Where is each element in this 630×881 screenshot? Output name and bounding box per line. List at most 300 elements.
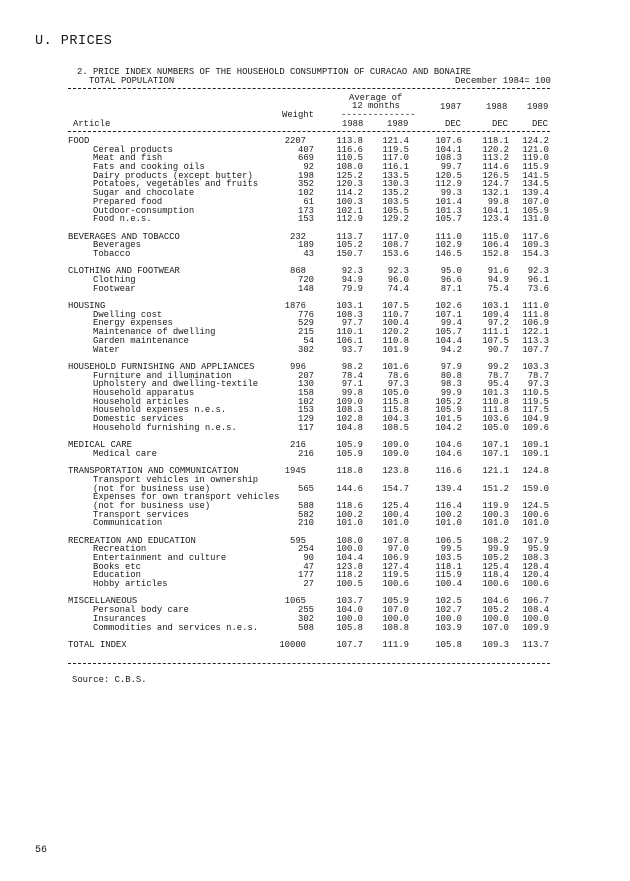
value-cell: 103.5: [435, 553, 462, 563]
value-cell: 105.0: [482, 422, 509, 433]
value-cell: 144.6: [336, 483, 363, 494]
weight-cell: 102: [298, 396, 314, 407]
value-cell: 104.4: [336, 553, 363, 563]
value-cell: 99.2: [487, 361, 509, 372]
value-cell: 102.7: [435, 605, 462, 616]
weight-cell: 54: [303, 335, 314, 346]
header-avg-line1: Average of: [349, 93, 403, 103]
value-cell: 104.1: [435, 144, 462, 155]
article-label: HOUSING: [68, 301, 106, 312]
value-cell: 117.0: [382, 231, 409, 242]
value-cell: 106.7: [522, 596, 549, 607]
value-cell: 127.4: [382, 561, 409, 572]
value-cell: 146.5: [435, 248, 462, 259]
value-cell: 111.8: [482, 405, 509, 416]
value-cell: 113.8: [336, 136, 363, 146]
value-cell: 78.7: [527, 370, 549, 381]
table-row: [0, 215, 630, 224]
value-cell: 100.6: [522, 509, 549, 520]
value-cell: 128.4: [522, 561, 549, 572]
value-cell: 154.3: [522, 248, 549, 259]
value-cell: 105.9: [382, 596, 409, 607]
value-cell: 100.4: [435, 579, 462, 590]
value-cell: 120.2: [382, 327, 409, 338]
value-cell: 119.5: [382, 570, 409, 581]
value-cell: 109.4: [482, 309, 509, 320]
value-cell: 111.1: [482, 327, 509, 338]
article-label: Outdoor-consumption: [93, 205, 195, 216]
value-cell: 115.0: [482, 231, 509, 242]
value-cell: 110.1: [336, 327, 363, 338]
value-cell: 113.7: [522, 639, 549, 650]
value-cell: 108.3: [336, 405, 363, 416]
weight-cell: 158: [298, 387, 314, 398]
value-cell: 123.4: [482, 214, 509, 225]
weight-cell: 198: [298, 170, 314, 181]
value-cell: 94.9: [341, 275, 363, 285]
value-cell: 104.4: [435, 335, 462, 346]
article-label: RECREATION AND EDUCATION: [68, 535, 196, 546]
weight-cell: 302: [298, 613, 314, 624]
article-label: Household expenses n.e.s.: [93, 405, 227, 416]
divider: [68, 663, 550, 664]
value-cell: 106.9: [382, 553, 409, 563]
value-cell: 80.8: [440, 370, 462, 381]
weight-cell: 996: [290, 361, 306, 372]
value-cell: 90.7: [487, 344, 509, 355]
article-label: Potatoes, vegetables and fruits: [93, 179, 259, 190]
value-cell: 134.5: [522, 179, 549, 190]
value-cell: 119.5: [522, 396, 549, 407]
header-article: Article: [73, 119, 111, 129]
value-cell: 74.4: [387, 283, 409, 294]
table-row: [0, 519, 630, 528]
value-cell: 116.1: [382, 162, 409, 173]
article-label: Medical care: [93, 448, 157, 459]
value-cell: 120.2: [482, 144, 509, 155]
value-cell: 107.6: [435, 136, 462, 146]
weight-cell: 720: [298, 275, 314, 285]
article-label: Recreation: [93, 544, 147, 555]
value-cell: 120.4: [522, 570, 549, 581]
article-label: Transport services: [93, 509, 189, 520]
weight-cell: 102: [298, 188, 314, 199]
weight-cell: 529: [298, 318, 314, 329]
value-cell: 99.7: [440, 162, 462, 173]
weight-cell: 61: [303, 196, 314, 207]
value-cell: 100.3: [336, 196, 363, 207]
value-cell: 117.6: [522, 231, 549, 242]
value-cell: 103.1: [482, 301, 509, 312]
value-cell: 106.9: [522, 318, 549, 329]
value-cell: 124.2: [522, 136, 549, 146]
article-label: Education: [93, 570, 141, 581]
value-cell: 104.3: [382, 414, 409, 424]
weight-cell: 43: [303, 248, 314, 259]
article-label: Food n.e.s.: [93, 214, 152, 225]
value-cell: 118.1: [435, 561, 462, 572]
value-cell: 103.6: [482, 414, 509, 424]
value-cell: 119.0: [522, 153, 549, 164]
weight-cell: 173: [298, 205, 314, 216]
weight-cell: 216: [298, 448, 314, 459]
value-cell: 107.0: [522, 196, 549, 207]
value-cell: 105.2: [482, 553, 509, 563]
value-cell: 115.9: [522, 162, 549, 173]
weight-cell: 582: [298, 509, 314, 520]
weight-cell: 1876: [284, 301, 306, 312]
weight-cell: 189: [298, 240, 314, 251]
value-cell: 99.9: [440, 387, 462, 398]
value-cell: 133.5: [382, 170, 409, 181]
value-cell: 113.7: [336, 231, 363, 242]
article-label: Commodities and services n.e.s.: [93, 622, 259, 633]
article-label: Beverages: [93, 240, 141, 251]
value-cell: 121.1: [482, 466, 509, 477]
value-cell: 116.6: [435, 466, 462, 477]
article-label: Communication: [93, 518, 163, 529]
weight-cell: 210: [298, 518, 314, 529]
value-cell: 104.9: [522, 414, 549, 424]
article-label: Hobby articles: [93, 579, 168, 590]
value-cell: 91.6: [487, 266, 509, 277]
value-cell: 118.1: [482, 136, 509, 146]
value-cell: 112.9: [336, 214, 363, 225]
value-cell: 101.3: [435, 205, 462, 216]
header-avg-1989: 1989: [387, 119, 409, 129]
value-cell: 109.0: [336, 396, 363, 407]
value-cell: 111.8: [522, 309, 549, 320]
value-cell: 100.2: [336, 509, 363, 520]
value-cell: 104.6: [435, 448, 462, 459]
divider: [68, 131, 550, 132]
weight-cell: 669: [298, 153, 314, 164]
article-label: BEVERAGES AND TOBACCO: [68, 231, 180, 242]
value-cell: 109.6: [522, 422, 549, 433]
value-cell: 105.2: [482, 605, 509, 616]
article-label: Household furnishing n.e.s.: [93, 422, 237, 433]
value-cell: 107.9: [522, 535, 549, 546]
header-avg-dashes: --------------: [341, 110, 416, 120]
value-cell: 108.5: [382, 422, 409, 433]
article-label: MISCELLANEOUS: [68, 596, 138, 607]
value-cell: 108.0: [336, 535, 363, 546]
value-cell: 105.9: [435, 405, 462, 416]
table-row: [0, 624, 630, 633]
table-row: [0, 580, 630, 589]
value-cell: 130.3: [382, 179, 409, 190]
value-cell: 100.0: [482, 613, 509, 624]
value-cell: 105.7: [435, 327, 462, 338]
source-note: Source: C.B.S.: [72, 675, 147, 685]
header-weight: Weight: [282, 110, 314, 120]
value-cell: 108.3: [336, 309, 363, 320]
value-cell: 100.6: [522, 579, 549, 590]
divider: [68, 88, 550, 89]
value-cell: 99.3: [440, 188, 462, 199]
value-cell: 131.0: [522, 214, 549, 225]
value-cell: 104.8: [336, 422, 363, 433]
article-label: Books etc: [93, 561, 141, 572]
table-subtitle: TOTAL POPULATION: [89, 76, 175, 86]
article-label: Fats and cooking oils: [93, 162, 205, 173]
article-label: Meat and fish: [93, 153, 163, 164]
value-cell: 99.8: [341, 387, 363, 398]
value-cell: 109.3: [522, 240, 549, 251]
value-cell: 153.6: [382, 248, 409, 259]
value-cell: 114.6: [482, 162, 509, 173]
value-cell: 107.5: [382, 301, 409, 312]
value-cell: 154.7: [382, 483, 409, 494]
value-cell: 97.0: [387, 544, 409, 555]
value-cell: 108.4: [522, 605, 549, 616]
value-cell: 79.9: [341, 283, 363, 294]
value-cell: 125.4: [382, 500, 409, 511]
value-cell: 100.6: [382, 579, 409, 590]
value-cell: 123.8: [336, 561, 363, 572]
value-cell: 116.6: [336, 144, 363, 155]
table-row: [0, 346, 630, 355]
article-label: Personal body care: [93, 605, 189, 616]
table-row: [0, 285, 630, 294]
header-1988-dec-year: 1988: [486, 102, 508, 112]
value-cell: 109.1: [522, 440, 549, 451]
value-cell: 97.3: [387, 379, 409, 390]
value-cell: 110.8: [382, 335, 409, 346]
header-1987: 1987: [440, 102, 462, 112]
article-label: CLOTHING AND FOOTWEAR: [68, 266, 180, 277]
header-1989-dec-year: 1989: [527, 102, 549, 112]
value-cell: 109.9: [522, 622, 549, 633]
value-cell: 129.2: [382, 214, 409, 225]
value-cell: 124.8: [522, 466, 549, 477]
weight-cell: 10000: [279, 639, 306, 650]
header-avg-1988: 1988: [342, 119, 364, 129]
value-cell: 106.4: [482, 240, 509, 251]
value-cell: 100.2: [435, 509, 462, 520]
value-cell: 104.6: [435, 440, 462, 451]
value-cell: 105.2: [435, 396, 462, 407]
weight-cell: 47: [303, 561, 314, 572]
value-cell: 95.0: [440, 266, 462, 277]
value-cell: 109.1: [522, 448, 549, 459]
table-row: [0, 450, 630, 459]
page-number: 56: [35, 845, 48, 856]
value-cell: 139.4: [435, 483, 462, 494]
value-cell: 101.0: [336, 518, 363, 529]
value-cell: 105.7: [435, 214, 462, 225]
value-cell: 94.2: [440, 344, 462, 355]
value-cell: 99.8: [487, 196, 509, 207]
value-cell: 117.0: [382, 153, 409, 164]
value-cell: 105.5: [382, 205, 409, 216]
value-cell: 101.9: [382, 344, 409, 355]
weight-cell: 92: [303, 162, 314, 173]
value-cell: 100.0: [336, 613, 363, 624]
value-cell: 105.9: [336, 448, 363, 459]
value-cell: 104.6: [482, 596, 509, 607]
value-cell: 97.2: [487, 318, 509, 329]
article-label: Footwear: [93, 283, 136, 294]
value-cell: 107.0: [382, 605, 409, 616]
value-cell: 97.3: [527, 379, 549, 390]
value-cell: 78.4: [341, 370, 363, 381]
article-label: HOUSEHOLD FURNISHING AND APPLIANCES: [68, 361, 255, 372]
value-cell: 99.9: [487, 544, 509, 555]
value-cell: 115.9: [435, 570, 462, 581]
article-label: Prepared food: [93, 196, 163, 207]
value-cell: 95.9: [527, 544, 549, 555]
article-label: Cereal products: [93, 144, 173, 155]
article-label: TOTAL INDEX: [68, 639, 127, 650]
article-label: Domestic services: [93, 414, 184, 424]
value-cell: 99.4: [440, 318, 462, 329]
value-cell: 107.1: [482, 448, 509, 459]
value-cell: 113.2: [482, 153, 509, 164]
value-cell: 118.4: [482, 570, 509, 581]
article-label: Entertainment and culture: [93, 553, 227, 563]
weight-cell: 148: [298, 283, 314, 294]
value-cell: 102.6: [435, 301, 462, 312]
weight-cell: 255: [298, 605, 314, 616]
value-cell: 108.7: [382, 240, 409, 251]
article-label: Sugar and chocolate: [93, 188, 195, 199]
value-cell: 150.7: [336, 248, 363, 259]
price-index-table: [0, 137, 630, 650]
value-cell: 105.8: [336, 622, 363, 633]
article-label: Expenses for own transport vehicles: [93, 492, 280, 503]
weight-cell: 1945: [284, 466, 306, 477]
value-cell: 75.4: [487, 283, 509, 294]
value-cell: 115.8: [382, 405, 409, 416]
value-cell: 109.0: [382, 440, 409, 451]
value-cell: 93.7: [341, 344, 363, 355]
value-cell: 98.3: [440, 379, 462, 390]
value-cell: 107.1: [482, 440, 509, 451]
value-cell: 101.6: [382, 361, 409, 372]
value-cell: 101.0: [435, 518, 462, 529]
value-cell: 102.5: [435, 596, 462, 607]
value-cell: 103.1: [336, 301, 363, 312]
value-cell: 104.1: [482, 205, 509, 216]
value-cell: 113.3: [522, 335, 549, 346]
value-cell: 132.1: [482, 188, 509, 199]
weight-cell: 588: [298, 500, 314, 511]
weight-cell: 232: [290, 231, 306, 242]
value-cell: 109.3: [482, 639, 509, 650]
value-cell: 141.5: [522, 170, 549, 181]
article-label: Furniture and illumination: [93, 370, 232, 381]
article-label: Insurances: [93, 613, 147, 624]
value-cell: 114.2: [336, 188, 363, 199]
article-label: Energy expenses: [93, 318, 173, 329]
value-cell: 120.3: [336, 179, 363, 190]
header-dec-1988: DEC: [492, 119, 508, 129]
value-cell: 118.2: [336, 570, 363, 581]
value-cell: 125.2: [336, 170, 363, 181]
value-cell: 100.6: [482, 579, 509, 590]
value-cell: 107.1: [435, 309, 462, 320]
section-title: U. PRICES: [35, 34, 113, 49]
weight-cell: 508: [298, 622, 314, 633]
article-label: Upholstery and dwelling-textile: [93, 379, 259, 390]
value-cell: 117.5: [522, 405, 549, 416]
value-cell: 106.5: [435, 535, 462, 546]
article-label: Dairy products (except butter): [93, 170, 253, 181]
weight-cell: 215: [298, 327, 314, 338]
weight-cell: 868: [290, 266, 306, 277]
value-cell: 125.4: [482, 561, 509, 572]
value-cell: 96.6: [440, 275, 462, 285]
value-cell: 108.2: [482, 535, 509, 546]
value-cell: 99.5: [440, 544, 462, 555]
value-cell: 103.3: [522, 361, 549, 372]
header-dec-1989: DEC: [532, 119, 548, 129]
value-cell: 100.3: [482, 509, 509, 520]
value-cell: 119.5: [382, 144, 409, 155]
article-label: Maintenance of dwelling: [93, 327, 216, 338]
value-cell: 101.4: [435, 196, 462, 207]
weight-cell: 129: [298, 414, 314, 424]
header-avg-line2: 12 months: [352, 101, 400, 111]
weight-cell: 352: [298, 179, 314, 190]
base-period: December 1984= 100: [455, 76, 551, 86]
value-cell: 126.5: [482, 170, 509, 181]
value-cell: 115.8: [382, 396, 409, 407]
value-cell: 104.2: [435, 422, 462, 433]
value-cell: 100.5: [336, 579, 363, 590]
table-row: [0, 424, 630, 433]
value-cell: 118.8: [336, 466, 363, 477]
value-cell: 92.3: [341, 266, 363, 277]
value-cell: 101.3: [482, 387, 509, 398]
value-cell: 100.0: [336, 544, 363, 555]
value-cell: 118.6: [336, 500, 363, 511]
article-label: Dwelling cost: [93, 309, 163, 320]
weight-cell: 407: [298, 144, 314, 155]
value-cell: 100.4: [382, 509, 409, 520]
value-cell: 124.7: [482, 179, 509, 190]
value-cell: 112.9: [435, 179, 462, 190]
value-cell: 96.0: [387, 275, 409, 285]
group-row: [0, 641, 630, 650]
value-cell: 105.8: [435, 639, 462, 650]
value-cell: 100.4: [382, 318, 409, 329]
article-label: Water: [93, 344, 120, 355]
value-cell: 73.6: [527, 283, 549, 294]
value-cell: 102.1: [336, 205, 363, 216]
value-cell: 108.3: [435, 153, 462, 164]
article-label: MEDICAL CARE: [68, 440, 132, 451]
value-cell: 78.6: [387, 370, 409, 381]
value-cell: 105.9: [522, 205, 549, 216]
value-cell: 97.7: [341, 318, 363, 329]
value-cell: 122.1: [522, 327, 549, 338]
value-cell: 102.8: [336, 414, 363, 424]
header-dec-1987: DEC: [445, 119, 461, 129]
value-cell: 120.5: [435, 170, 462, 181]
value-cell: 87.1: [440, 283, 462, 294]
value-cell: 105.2: [336, 240, 363, 251]
article-label: FOOD: [68, 136, 90, 146]
value-cell: 92.3: [387, 266, 409, 277]
value-cell: 110.5: [336, 153, 363, 164]
value-cell: 107.7: [522, 344, 549, 355]
value-cell: 100.0: [382, 613, 409, 624]
value-cell: 105.0: [382, 387, 409, 398]
value-cell: 103.5: [382, 196, 409, 207]
value-cell: 110.5: [522, 387, 549, 398]
